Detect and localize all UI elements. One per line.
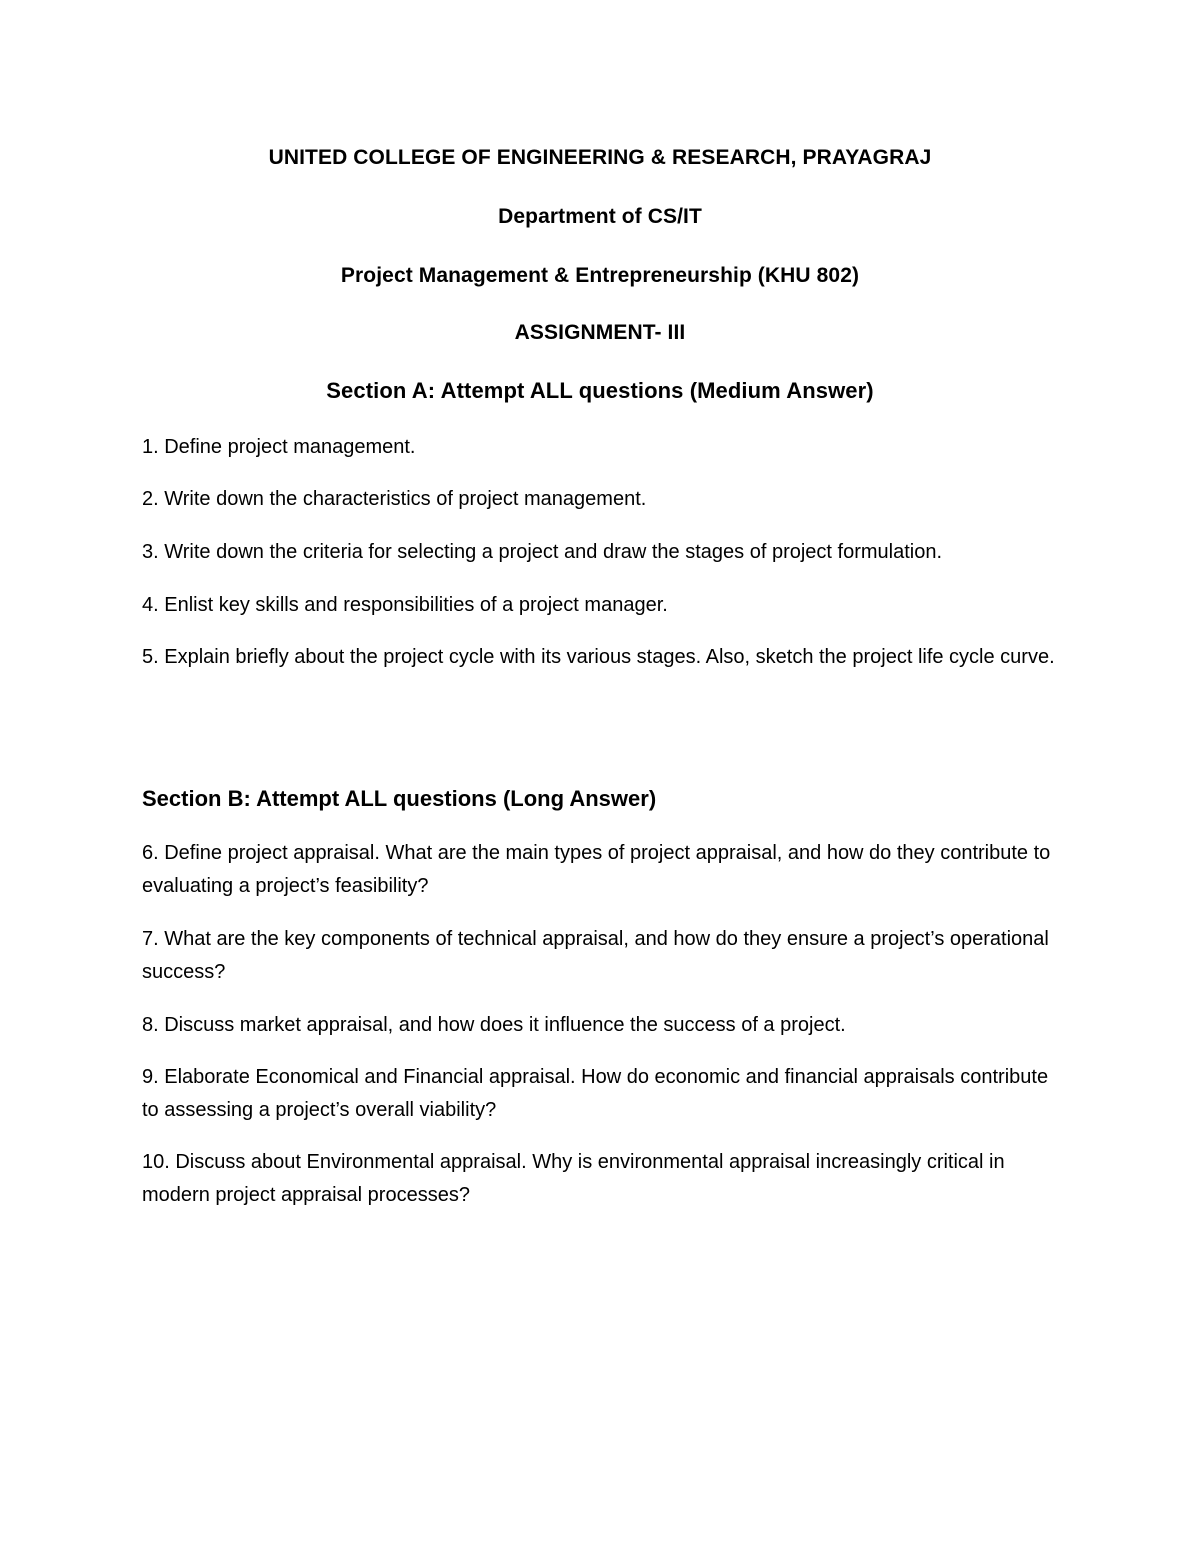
question-7: 7. What are the key components of technical appraisal, and how do they ensure a project’s operational success? [142,928,1049,983]
college-name: UNITED COLLEGE OF ENGINEERING & RESEARCH, PRAYAGRAJ [268,146,932,169]
question-1: 1. Define project management. [142,436,416,458]
question-3: 3. Write down the criteria for selecting a project and draw the stages of project formulation. [142,541,943,563]
department-name: Department of CS/IT [498,205,702,228]
question-6: 6. Define project appraisal. What are the main types of project appraisal, and how do they contribute to evaluating a project’s feasibility? [142,842,1051,897]
question-5: 5. Explain briefly about the project cycle with its various stages. Also, sketch the project life cycle curve. [142,646,1055,668]
question-9: 9. Elaborate Economical and Financial appraisal. How do economic and financial appraisals contribute to assessing a project’s overall viability? [142,1066,1049,1121]
question-10: 10. Discuss about Environmental appraisal. Why is environmental appraisal increasingly critical in modern project appraisal processes? [142,1151,1005,1206]
section-b-title: Section B: Attempt ALL questions (Long Answer) [142,786,657,811]
question-4: 4. Enlist key skills and responsibilities of a project manager. [142,594,668,616]
course-title: Project Management & Entrepreneurship (KHU 802) [340,264,860,287]
assignment-title: ASSIGNMENT- III [514,321,686,344]
question-2: 2. Write down the characteristics of project management. [142,488,647,510]
section-a-title: Section A: Attempt ALL questions (Medium Answer) [326,378,874,403]
question-8: 8. Discuss market appraisal, and how does it influence the success of a project. [142,1014,846,1036]
